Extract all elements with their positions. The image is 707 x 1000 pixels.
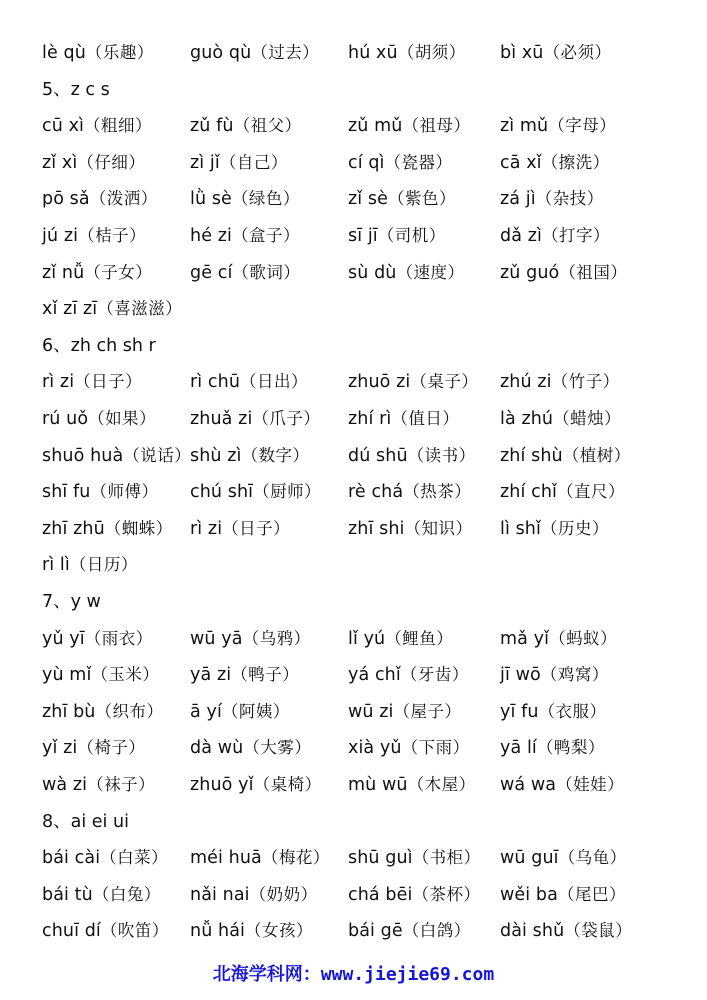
- hanzi-text: （祖母）: [402, 116, 471, 136]
- word-entry: [500, 843, 627, 873]
- hanzi-text: （袋鼠）: [564, 921, 633, 941]
- hanzi-text: （日子）: [74, 372, 143, 392]
- hanzi-text: （乐趣）: [85, 43, 154, 62]
- hanzi-text: （桔子）: [78, 226, 147, 245]
- word-entry: [190, 624, 311, 654]
- pinyin-text: yá chǐ: [348, 665, 401, 686]
- pinyin-text: bì xū: [500, 43, 544, 63]
- pinyin-text: zhí chǐ: [500, 482, 557, 503]
- pinyin-text: zhuō yǐ: [190, 775, 254, 795]
- pinyin-text: lǜ sè: [190, 189, 232, 210]
- hanzi-text: （仔细）: [77, 152, 146, 172]
- hanzi-text: （椅子）: [77, 738, 146, 758]
- hanzi-text: （杂技）: [535, 189, 604, 209]
- hanzi-text: （打字）: [541, 226, 610, 245]
- pinyin-text: cā xǐ: [500, 152, 542, 173]
- pinyin-text: jī wō: [500, 665, 541, 686]
- word-entry: [348, 514, 472, 544]
- hanzi-text: （祖国）: [559, 262, 628, 282]
- word-entry: [348, 184, 456, 214]
- word-entry: [500, 770, 624, 800]
- word-entry: [42, 441, 191, 471]
- pinyin-text: shù zì: [190, 445, 242, 466]
- word-entry: [190, 514, 290, 544]
- pinyin-text: chá bēi: [348, 884, 413, 905]
- word-entry: [42, 477, 159, 507]
- word-entry: [500, 367, 620, 397]
- pinyin-text: wū yā: [190, 628, 243, 649]
- pinyin-text: rè chá: [348, 482, 404, 503]
- word-entry: [42, 38, 154, 68]
- word-entry: [190, 733, 311, 763]
- pinyin-text: lì shǐ: [500, 518, 541, 539]
- pinyin-text: lǐ yú: [348, 628, 386, 649]
- word-entry: [190, 258, 300, 288]
- pinyin-text: zǔ fù: [190, 116, 234, 137]
- pinyin-text: bái cài: [42, 848, 101, 869]
- hanzi-text: （日子）: [222, 518, 291, 538]
- word-entry: [500, 880, 626, 910]
- word-entry: [190, 843, 330, 873]
- hanzi-text: （知识）: [404, 518, 473, 538]
- hanzi-text: （历史）: [540, 518, 609, 538]
- hanzi-text: （女孩）: [245, 921, 314, 941]
- pinyin-text: yǐ zi: [42, 738, 78, 759]
- pinyin-text: wěi ba: [500, 884, 558, 905]
- pinyin-text: yù mǐ: [42, 665, 92, 686]
- section-heading: 8、ai ei ui: [42, 811, 129, 832]
- word-entry: [190, 477, 321, 507]
- hanzi-text: （鲤鱼）: [385, 628, 454, 648]
- word-entry: [190, 880, 318, 910]
- hanzi-text: （织布）: [95, 701, 164, 721]
- word-entry: [500, 514, 609, 544]
- hanzi-text: （白兔）: [92, 884, 161, 904]
- word-entry: [42, 770, 155, 800]
- pinyin-text: dà wù: [190, 738, 244, 759]
- hanzi-text: （速度）: [396, 262, 465, 282]
- word-entry: [190, 184, 300, 214]
- pinyin-text: là zhú: [500, 409, 554, 429]
- hanzi-text: （乌鸦）: [242, 628, 311, 648]
- hanzi-text: （鸭梨）: [536, 738, 605, 758]
- section-heading: 5、z c s: [42, 79, 110, 100]
- pinyin-text: wá wa: [500, 775, 557, 795]
- hanzi-text: （袜子）: [87, 775, 156, 794]
- word-entry: [348, 770, 476, 800]
- pinyin-text: zhuō zi: [348, 372, 411, 393]
- hanzi-text: （乌龟）: [558, 848, 627, 868]
- pinyin-text: zá jì: [500, 189, 536, 210]
- word-entry: [42, 843, 168, 873]
- hanzi-text: （木屋）: [407, 775, 476, 794]
- hanzi-text: （雨衣）: [84, 628, 153, 648]
- word-entry: [348, 148, 453, 178]
- word-entry: [190, 697, 290, 727]
- word-entry: [348, 843, 481, 873]
- hanzi-text: （梅花）: [261, 848, 330, 868]
- word-entry: [348, 221, 446, 251]
- pinyin-text: mù wū: [348, 775, 408, 795]
- pinyin-text: sī jī: [348, 226, 378, 246]
- word-entry: [500, 477, 625, 507]
- word-entry: [348, 660, 469, 690]
- pinyin-text: zì jǐ: [190, 152, 220, 173]
- pinyin-text: yǔ yī: [42, 628, 85, 649]
- hanzi-text: （日历）: [69, 555, 138, 575]
- pinyin-text: yā lí: [500, 738, 537, 759]
- hanzi-text: （歌词）: [232, 262, 301, 282]
- hanzi-text: （自己）: [219, 152, 288, 172]
- section-heading: 7、y w: [42, 592, 101, 612]
- word-entry: [500, 148, 610, 178]
- word-entry: [348, 258, 464, 288]
- pinyin-text: wū guī: [500, 848, 559, 869]
- hanzi-text: （鸡窝）: [540, 665, 609, 685]
- pinyin-text: zhī zhū: [42, 518, 105, 539]
- word-entry: [42, 550, 138, 580]
- word-entry: [500, 38, 611, 68]
- hanzi-text: （喜滋滋）: [97, 299, 183, 319]
- hanzi-text: （白鸽）: [402, 921, 471, 941]
- pinyin-text: nǎi nai: [190, 884, 250, 905]
- pinyin-text: xǐ zī zī: [42, 299, 98, 320]
- word-entry: [348, 441, 476, 471]
- hanzi-text: （吹笛）: [100, 921, 169, 941]
- pinyin-text: ā yí: [190, 701, 222, 722]
- hanzi-text: （数字）: [241, 445, 310, 465]
- word-entry: [42, 258, 152, 288]
- hanzi-text: （说话）: [123, 445, 192, 465]
- word-entry: [348, 624, 453, 654]
- hanzi-text: （粗细）: [84, 116, 152, 136]
- hanzi-text: （书柜）: [412, 848, 481, 868]
- word-entry: [348, 880, 480, 910]
- word-entry: [42, 660, 159, 690]
- hanzi-text: （盒子）: [231, 226, 300, 245]
- hanzi-text: （紫色）: [388, 189, 456, 209]
- word-entry: [348, 111, 470, 141]
- pinyin-text: rì zi: [42, 372, 75, 393]
- hanzi-text: （必须）: [543, 43, 612, 62]
- pinyin-text: hé zi: [190, 226, 232, 246]
- word-entry: [348, 916, 471, 946]
- pinyin-text: cí qì: [348, 152, 385, 173]
- pinyin-text: lè qù: [42, 43, 86, 63]
- word-entry: [42, 184, 158, 214]
- section-heading: 6、zh ch sh r: [42, 335, 156, 356]
- word-entry: [42, 294, 182, 324]
- pinyin-text: rú uǒ: [42, 409, 89, 429]
- hanzi-text: （泼洒）: [89, 189, 158, 209]
- word-entry: [348, 404, 459, 434]
- hanzi-text: （绿色）: [231, 189, 300, 209]
- pinyin-text: méi huā: [190, 848, 262, 869]
- word-entry: [190, 111, 302, 141]
- hanzi-text: （衣服）: [538, 701, 607, 721]
- pinyin-text: zǐ sè: [348, 189, 388, 210]
- word-entry: [42, 148, 145, 178]
- word-entry: [348, 477, 471, 507]
- pinyin-text: hú xū: [348, 43, 398, 63]
- pinyin-text: dú shū: [348, 445, 408, 466]
- word-entry: [190, 660, 299, 690]
- pinyin-text: zì mǔ: [500, 116, 549, 137]
- hanzi-text: （尾巴）: [557, 884, 626, 904]
- word-entry: [190, 221, 300, 251]
- word-entry: [190, 916, 313, 946]
- pinyin-text: wà zi: [42, 775, 88, 795]
- hanzi-text: （胡须）: [397, 43, 466, 62]
- pinyin-text: rì chū: [190, 372, 241, 393]
- word-entry: [500, 258, 627, 288]
- word-entry: [500, 697, 607, 727]
- pinyin-text: zhí shù: [500, 445, 563, 466]
- pinyin-text: wū zi: [348, 701, 394, 722]
- pinyin-text: yā zi: [190, 665, 232, 686]
- word-entry: [500, 404, 621, 434]
- hanzi-text: （如果）: [88, 409, 157, 428]
- hanzi-text: （蜘蛛）: [104, 518, 173, 538]
- pinyin-text: dǎ zì: [500, 226, 542, 246]
- word-entry: [42, 514, 173, 544]
- hanzi-text: （玉米）: [91, 665, 160, 685]
- word-entry: [42, 404, 156, 434]
- word-entry: [500, 624, 617, 654]
- pinyin-text: zhuǎ zi: [190, 409, 253, 429]
- word-entry: [42, 916, 169, 946]
- pinyin-text: guò qù: [190, 43, 252, 63]
- footer-watermark: [0, 960, 707, 990]
- hanzi-text: （奶奶）: [249, 884, 318, 904]
- pinyin-text: chú shī: [190, 482, 254, 503]
- pinyin-text: cū xì: [42, 116, 84, 137]
- pinyin-text: zǔ mǔ: [348, 116, 403, 137]
- word-entry: [348, 38, 466, 68]
- hanzi-text: （蚂蚁）: [549, 628, 618, 648]
- word-entry: [42, 221, 146, 251]
- hanzi-text: （祖父）: [233, 116, 302, 136]
- hanzi-text: （直尺）: [556, 482, 625, 502]
- word-entry: [42, 624, 153, 654]
- hanzi-text: （阿姨）: [221, 701, 290, 721]
- pinyin-text: zǐ nǚ: [42, 262, 85, 283]
- hanzi-text: （桌椅）: [253, 775, 322, 794]
- pinyin-text: dài shǔ: [500, 921, 565, 942]
- pinyin-text: yī fu: [500, 701, 539, 722]
- pinyin-text: mǎ yǐ: [500, 628, 550, 649]
- word-entry: [190, 770, 322, 800]
- pinyin-text: xià yǔ: [348, 738, 402, 759]
- word-entry: [500, 111, 616, 141]
- hanzi-text: （瓷器）: [384, 152, 453, 172]
- hanzi-text: （牙齿）: [400, 665, 469, 685]
- hanzi-text: （植树）: [562, 445, 631, 465]
- word-entry: [42, 880, 161, 910]
- pinyin-text: zhí rì: [348, 409, 392, 429]
- pinyin-text: zhī bù: [42, 701, 96, 722]
- pinyin-text: gē cí: [190, 262, 233, 283]
- word-entry: [348, 697, 462, 727]
- hanzi-text: （桌子）: [410, 372, 479, 392]
- pinyin-text: nǚ hái: [190, 921, 246, 942]
- hanzi-text: （师傅）: [90, 482, 159, 502]
- hanzi-text: （蜡烛）: [553, 409, 622, 428]
- hanzi-text: （茶杯）: [412, 884, 481, 904]
- hanzi-text: （读书）: [407, 445, 476, 465]
- hanzi-text: （过去）: [251, 43, 320, 62]
- hanzi-text: （子女）: [84, 262, 153, 282]
- word-entry: [500, 733, 605, 763]
- hanzi-text: （白菜）: [100, 848, 169, 868]
- word-entry: [42, 697, 164, 727]
- hanzi-text: （字母）: [548, 116, 617, 136]
- pinyin-text: sù dù: [348, 262, 397, 283]
- word-entry: [348, 733, 470, 763]
- hanzi-text: （爪子）: [252, 409, 321, 428]
- word-entry: [500, 184, 604, 214]
- pinyin-text: chuī dí: [42, 921, 101, 942]
- word-entry: [500, 221, 610, 251]
- pinyin-text: pō sǎ: [42, 189, 90, 210]
- pinyin-text: zǐ xì: [42, 152, 78, 173]
- pinyin-text: shuō huà: [42, 445, 124, 466]
- pinyin-text: zhī shi: [348, 518, 405, 539]
- word-entry: [42, 111, 152, 141]
- pinyin-text: jú zi: [42, 226, 79, 246]
- word-entry: [190, 38, 319, 68]
- hanzi-text: （厨师）: [253, 482, 322, 502]
- hanzi-text: （值日）: [391, 409, 460, 428]
- word-entry: [190, 441, 310, 471]
- word-entry: [500, 660, 609, 690]
- footer-site-name: 北海学科网：: [212, 964, 321, 985]
- hanzi-text: （日出）: [240, 372, 309, 392]
- pinyin-text: zhú zi: [500, 372, 552, 393]
- hanzi-text: （大雾）: [243, 738, 312, 758]
- word-entry: [42, 733, 145, 763]
- hanzi-text: （鸭子）: [231, 665, 300, 685]
- pinyin-text: bái gē: [348, 921, 403, 942]
- hanzi-text: （擦洗）: [541, 152, 610, 172]
- word-entry: [42, 367, 142, 397]
- word-entry: [500, 916, 632, 946]
- word-entry: [500, 441, 631, 471]
- pinyin-text: shī fu: [42, 482, 91, 503]
- pinyin-text: zǔ guó: [500, 262, 560, 283]
- hanzi-text: （司机）: [377, 226, 446, 245]
- word-entry: [190, 404, 320, 434]
- hanzi-text: （竹子）: [551, 372, 620, 392]
- word-entry: [190, 367, 308, 397]
- word-entry: [190, 148, 288, 178]
- footer-url[interactable]: www.jiejie69.com: [320, 964, 495, 985]
- pinyin-text: shū guì: [348, 848, 413, 869]
- hanzi-text: （下雨）: [401, 738, 470, 758]
- hanzi-text: （屋子）: [393, 701, 462, 721]
- pinyin-text: rì zi: [190, 518, 223, 539]
- word-entry: [348, 367, 478, 397]
- pinyin-text: rì lì: [42, 555, 70, 576]
- hanzi-text: （娃娃）: [556, 775, 625, 794]
- pinyin-text: bái tù: [42, 884, 93, 905]
- hanzi-text: （热茶）: [403, 482, 472, 502]
